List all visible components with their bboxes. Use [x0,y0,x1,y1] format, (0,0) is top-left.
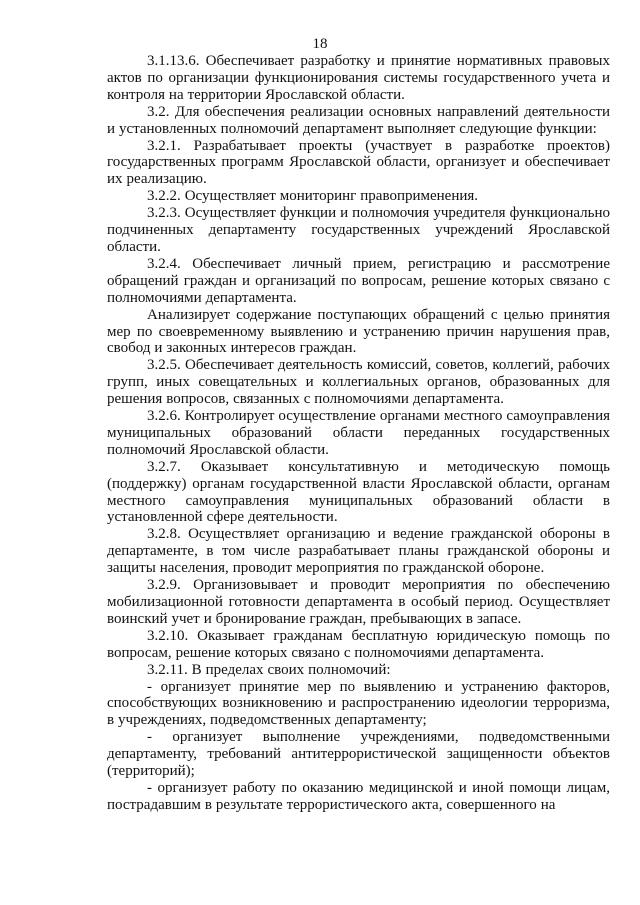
paragraph-3-2-7: 3.2.7. Оказывает консультативную и методическую помощь (поддержку) органам государственной власти Ярославской области, органам местного самоуправления муниципальных образований области в установленной сфере деятельности. [107,458,610,526]
paragraph-3-2-2: 3.2.2. Осуществляет мониторинг правоприменения. [147,188,479,205]
paragraph-3-2-6: 3.2.6. Контролирует осуществление органами местного самоуправления муниципальных образований области переданных государственных полномочий Ярославской области. [107,408,610,458]
paragraph-3-2-5: 3.2.5. Обеспечивает деятельность комиссий, советов, коллегий, рабочих групп, иных совещательных и коллегиальных органов, образованных для решения вопросов, связанных с полномочиями департамента. [107,357,610,408]
paragraph-3-2-11: 3.2.11. В пределах своих полномочий: [147,661,391,678]
paragraph-3-1-13-6: 3.1.13.6. Обеспечивает разработку и принятие нормативных правовых актов по организации функционирования системы государственного учета и контроля на территории Ярославской области. [107,53,610,103]
paragraph-3-2-8: 3.2.8. Осуществляет организацию и ведение гражданской обороны в департаменте, в том числе разрабатывает планы гражданской обороны и защиты населения, проводит мероприятия по гражданской обороне. [107,526,610,577]
paragraph-3-2: 3.2. Для обеспечения реализации основных направлений деятельности и установленных полномочий департамент выполняет следующие функции: [107,103,610,137]
paragraph-3-2-10: 3.2.10. Оказывает гражданам бесплатную юридическую помощь по вопросам, решение которых связано с полномочиями департамента. [107,627,610,661]
list-item-antiterrorist-protection: - организует выполнение учреждениями, подведомственными департаменту, требований антитеррористической защищенности объектов (территорий); [107,729,610,780]
paragraph-3-2-4-analysis: Анализирует содержание поступающих обращений с целью принятия мер по своевременному выявлению и устранению причин нарушения прав, свобод и законных интересов граждан. [107,306,610,357]
paragraph-3-2-4: 3.2.4. Обеспечивает личный прием, регистрацию и рассмотрение обращений граждан и организаций по вопросам, решение которых связано с полномочиями департамента. [107,255,610,306]
page-number: 18 [312,36,328,52]
paragraph-3-2-9: 3.2.9. Организовывает и проводит мероприятия по обеспечению мобилизационной готовности департамента в особый период. Осуществляет воинский учет и бронирование граждан, пребывающих в запасе. [107,577,610,627]
document-body [107,53,610,814]
paragraph-3-2-1: 3.2.1. Разрабатывает проекты (участвует в разработке проектов) государственных программ Ярославской области, организует и обеспечивает их реализацию. [107,137,610,188]
paragraph-3-2-3: 3.2.3. Осуществляет функции и полномочия учредителя функционально подчиненных департаменту государственных учреждений Ярославской области. [107,205,610,255]
list-item-victim-assistance: - организует работу по оказанию медицинской и иной помощи лицам, пострадавшим в результате террористического акта, совершенного на [107,779,610,813]
list-item-terrorism-prevention: - организует принятие мер по выявлению и устранению факторов, способствующих возникновению и распространению идеологии терроризма, в учреждениях, подведомственных департаменту; [107,678,610,729]
